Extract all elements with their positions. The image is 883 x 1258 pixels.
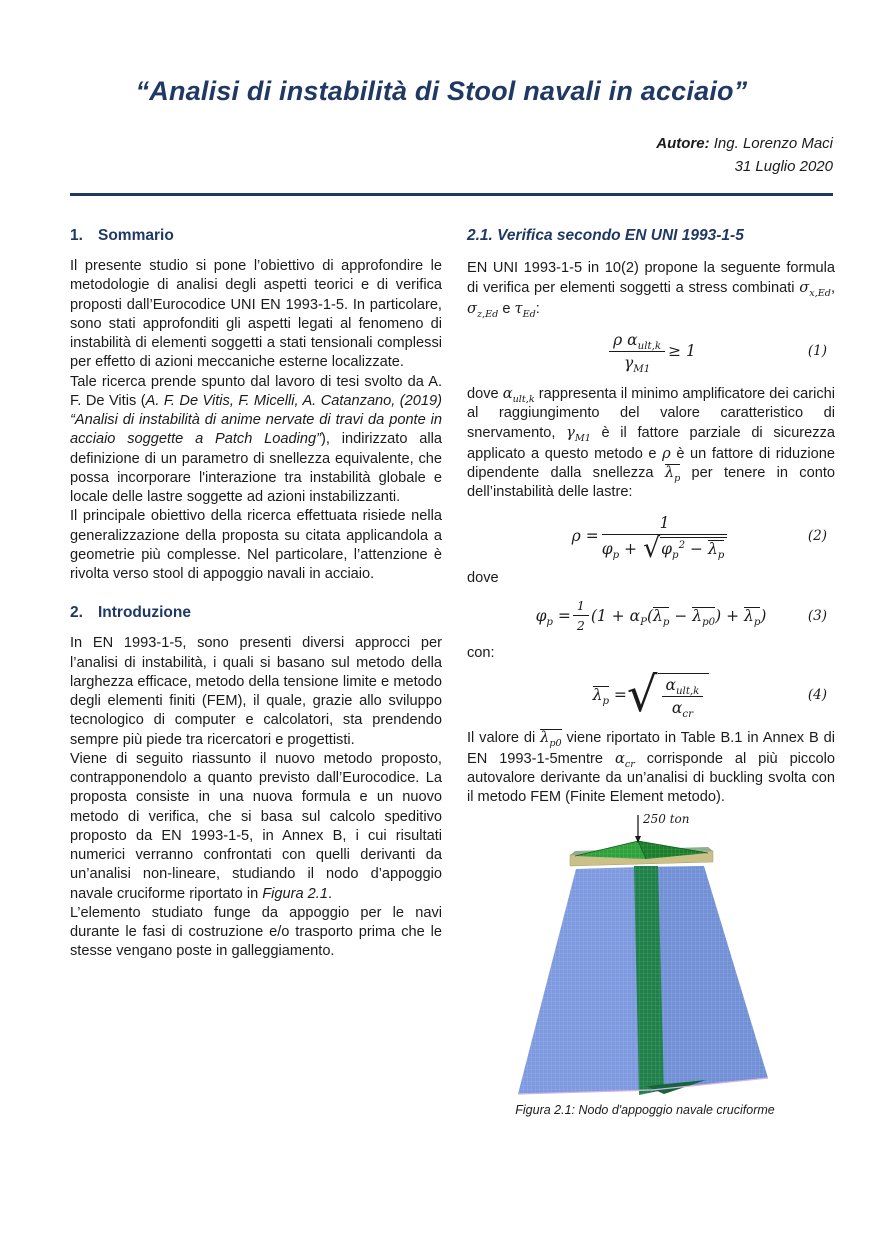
equation-number: (3) bbox=[807, 607, 827, 624]
author-line bbox=[656, 132, 833, 155]
paragraph: Il presente studio si pone l’obiettivo di approfondire le metodologie di analisi degli aspetti teorici e di verifica proposti dall’Eurocodice UNI EN 1993-1-5. In particolare, sono stati approfonditi gli aspetti legati al fenomeno di instabilità di elementi soggetti a stati tensionali complessi per effetto di azioni meccaniche esterne localizzate. bbox=[70, 258, 442, 371]
header-divider bbox=[70, 193, 833, 196]
equation-number: (4) bbox=[807, 687, 827, 704]
fraction: $\frac{1}{2}$ bbox=[573, 598, 589, 633]
figure-caption: Figura 2.1: Nodo d'appoggio navale cruciforme bbox=[515, 1103, 775, 1118]
subsection-heading-verifica: 2.1. Verifica secondo EN UNI 1993-1-5 bbox=[467, 227, 744, 244]
section-label: Introduzione bbox=[98, 604, 191, 622]
paragraph: Viene di seguito riassunto il nuovo metodo proposto, contrapponendolo a quanto previsto dall’Eurocodice. La proposta consiste in una nuova formula e un nuovo metodo di verifica, che si basa sul calcolo speditivo proposto da EN 1993-1-5, in Annex B, i cui risultati numerici verranno confrontati con quelli derivanti da un’analisi non-lineare, studiando il nodo d’appoggio navale cruciforme riportato in Figura 2.1. bbox=[70, 750, 442, 902]
section-number: 2. bbox=[70, 604, 83, 622]
sqrt-sign: √ bbox=[642, 533, 661, 565]
page-title: “Analisi di instabilità di Stool navali in acciaio” bbox=[135, 76, 748, 106]
formula-4: $\lambda_p$ = √ $\frac{\alpha_{ult,k}}{\alpha_{cr}}$ (4) bbox=[592, 667, 827, 724]
fem-model-figure bbox=[455, 809, 835, 1101]
paragraph: In EN 1993-1-5, sono presenti diversi approcci per l’analisi di instabilità, i quali si basano sul metodo della larghezza efficace, metodo della tensione limite e metodo degli elementi finiti (FEM), il quale, grazie allo sviluppo tecnologico di computer e calcolatori, sta prendendo sempre più piede tra ricercatori e progettisti. bbox=[70, 635, 442, 748]
load-label: 250 ton bbox=[643, 812, 690, 827]
author-label: Autore: bbox=[656, 135, 710, 152]
paragraph: EN UNI 1993-1-5 in 10(2) propone la seguente formula di verifica per elementi soggetti a stress combinati $\sigma_{x,Ed}$, $\sigma_{z,Ed}$ e $\tau_{Ed}$: bbox=[467, 260, 835, 320]
formula-1: $\frac{\rho \alpha_{ult,k}}{\gamma_{M1}}$ ≥ 1 (1) bbox=[467, 331, 835, 372]
right-column bbox=[467, 227, 835, 1117]
fraction: $\frac{\rho \alpha_{ult,k}}{\gamma_{M1}}$ bbox=[609, 331, 665, 372]
author-block bbox=[656, 132, 833, 179]
section-number: 1. bbox=[70, 227, 83, 244]
paragraph: dove $\alpha_{ult,k}$ rappresenta il minimo amplificatore dei carichi al raggiungimento del valore caratteristico di snervamento, $\gamma_{M1}$ è il fattore parziale di sicurezza applicato a questo metodo e ρ è un fattore di riduzione dipendente dalla snellezza $\lambda_p$ per tenere in conto dell’instabilità delle lastre: bbox=[467, 384, 836, 500]
connector-text: dove bbox=[467, 570, 499, 587]
section-label: Sommario bbox=[98, 227, 174, 244]
equation-number: (1) bbox=[807, 343, 827, 360]
formula-2: ρ = $\frac{1}{\varphi_p + √\varphi_p^2 - \lambda_p}$ (2) bbox=[571, 514, 827, 565]
paragraph: L’elemento studiato funge da appoggio per le navi durante le fasi di costruzione e/o trasporto prima che le stesse vengano poste in galleggiamento. bbox=[70, 904, 442, 960]
formula-3: $\varphi_p$ = $\frac{1}{2}$ $(1 + \alpha_P(\lambda_p - \lambda_{p0}) + \lambda_p)$ (3) bbox=[535, 598, 827, 634]
section-heading-sommario bbox=[70, 227, 442, 245]
fraction: $\frac{1}{\varphi_p + √\varphi_p^2 - \lambda_p}$ bbox=[602, 514, 728, 558]
paragraph: Tale ricerca prende spunto dal lavoro di tesi svolto da A. F. De Vitis (A. F. De Vitis, F. Micelli, A. Catanzano, (2019) “Analisi di instabilità di anime nervate di travi da ponte in acciaio soggette a Patch Loading”), indirizzato alla definizione di un parametro di snellezza equivalente, che possa incorporare l'interazione tra instabilità globale e locale delle lastre soggette ad azioni instabilizzanti. bbox=[70, 373, 442, 505]
paragraph: Il principale obiettivo della ricerca effettuata risiede nella generalizzazione della proposta su citata applicandola a geometrie più complesse. Nel particolare, l’attenzione è rivolta verso stool di appoggio navali in acciaio. bbox=[70, 508, 442, 582]
connector-text: con: bbox=[467, 645, 495, 662]
equation-number: (2) bbox=[807, 528, 827, 545]
left-column bbox=[70, 227, 442, 962]
section-heading-introduzione bbox=[70, 604, 442, 622]
author-name: Ing. Lorenzo Maci bbox=[709, 135, 833, 152]
fraction: $\frac{\alpha_{ult,k}}{\alpha_{cr}}$ bbox=[662, 676, 704, 717]
paragraph: Il valore di $\lambda_{p0}$ viene riportato in Table B.1 in Annex B di EN 1993-1-5mentre $\alpha_{cr}$ corrisponde al più piccolo autovalore derivante da un’analisi di buckling svolta con il metodo FEM (Finite Element metodo). bbox=[467, 729, 835, 805]
date-line: 31 Luglio 2020 bbox=[734, 158, 833, 176]
